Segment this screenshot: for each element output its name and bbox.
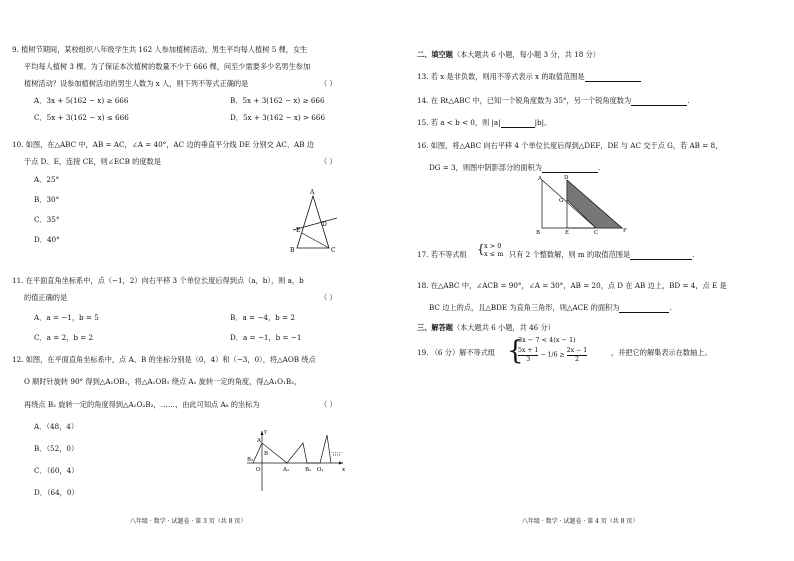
q19-frac-middle: − 1/6 ≥ [540,351,565,359]
q17-system [484,242,503,258]
q16-end: . [597,163,601,172]
q9-option-a: A．3x + 5(162 − x) ≥ 666 [34,96,129,105]
q10-answer-bracket: （ ） [320,157,337,166]
q16-label-b: B [536,230,541,236]
left-page-footer: 八年级 · 数学 · 试题卷 · 第 3 页（共 8 页） [130,518,247,525]
q18-line2-text: BC 边上的点，且△BDE 为直角三角形，则△ACE 的面积为 [429,303,620,312]
q10-option-b: B．30° [34,195,60,204]
q16-label-c: C [594,230,599,236]
q12-option-c: C．（60，4） [34,466,79,475]
q11-line2: 的值正确的是 [24,293,68,302]
q19-brace: { [507,336,524,366]
q15-answer-blank[interactable] [501,119,535,128]
q9-line3: 植树活动？设参加植树活动的男生人数为 x 人，则下列不等式正确的是 [24,79,249,88]
q11-option-b: B．a = −4，b = 2 [230,313,295,322]
q19-frac2-den: 2 [574,356,579,363]
q10-label-d: D [322,221,327,228]
section2-title: 二、填空题 [417,50,453,59]
q16-label-f: F [623,228,627,234]
q13 [417,72,641,82]
q12-label-ellipsis: …… [331,449,342,455]
q9-option-b: B．5x + 3(162 − x) ≥ 666 [230,96,325,105]
q10-line1: 10. 如图，在△ABC 中，AB = AC，∠A = 40°，AC 边的垂直平分线 DE 分别交 AC、AB 边 [12,140,314,149]
section3-note: （本大题共 6 小题，共 46 分） [452,323,555,332]
q12-label-b: B [264,451,269,457]
q11-line1: 11. 在平面直角坐标系中，点（−1，2）向右平移 3 个单位长度后得到点（a，b），则 a，b [12,276,304,285]
q12-option-d: D．（64，0） [34,488,79,497]
q12-label-a: A [257,438,261,444]
q10-label-c: C [331,247,336,254]
q12-label-y: y [264,429,268,435]
q14-end: . [687,96,690,105]
q13-answer-blank[interactable] [585,73,641,82]
section3-heading [417,323,555,333]
q10-option-d: D．40° [34,235,60,244]
q16-line1: 16. 如图，将△ABC 向右平移 4 个单位长度后得到△DEF，DE 与 AC 交于点 G，若 AB = 8， [417,141,723,150]
q18-answer-blank[interactable] [619,303,672,313]
q12-label-x: x [342,467,346,473]
q16-label-a: A [538,176,542,182]
q10-line2: 于点 D、E，连接 CE，则∠ECB 的度数是 [24,157,161,166]
q19-frac1-num: 5x + 1 [518,347,539,354]
q12-option-a: A．（48，4） [34,422,79,431]
q11-option-a: A．a = −1，b = 5 [34,313,99,322]
q13-text: 13. 若 x 是非负数，则用不等式表示 x 的取值范围是 [417,72,585,81]
q17-brace: { [477,242,485,256]
q19-frac1-den: 3 [526,356,531,363]
q15-text: 15. 若 a < b < 0，则 |a| [417,118,501,127]
q17-suffix-wrap [509,250,694,260]
q17-prefix: 17. 若不等式组 [417,250,467,259]
q10-label-b: B [290,247,295,254]
q19-suffix: ，并把它的解集表示在数轴上。 [611,348,712,357]
q17-suffix: 只有 2 个整数解，则 m 的取值范围是 [509,250,631,259]
q14-answer-blank[interactable] [631,96,690,106]
q10-option-c: C．35° [34,215,60,224]
right-page [397,0,794,561]
q19-system-line2 [518,347,587,364]
q9-line1: 9. 植树节期间，某校组织八年级学生共 162 人参加植树活动，男生平均每人植树 5 棵，女生 [12,45,308,54]
q12-answer-bracket: （ ） [320,400,337,409]
q19-system-line1: 3x − 7 < 4(x − 1) [518,336,576,344]
section3-title: 三、解答题 [417,323,453,332]
q9-answer-bracket: （ ） [320,79,337,88]
q11-option-c: C．a = 2，b = 2 [34,333,94,342]
q16-label-e: E [565,230,570,236]
q12-line3: 再绕点 B₂ 旋转一定的角度得到△A₂O₂B₂，……，由此可知点 A₈ 的坐标为 [24,400,260,409]
q9-option-c: C．5x + 3(162 − x) ≤ 666 [34,113,129,122]
q18-line2 [429,303,672,313]
q10-label-e: E [296,227,301,234]
q14-text: 14. 在 Rt△ABC 中，已知一个锐角度数为 35°，另一个锐角度数为 [417,96,632,105]
q16-line2 [429,163,600,173]
q9-option-d: D．5x + 3(162 − x) > 666 [230,113,326,122]
q17-system-line1: x > 0 [484,242,502,250]
q16-label-g: G [559,198,564,204]
q12-line2: O 顺时针旋转 90° 得到△A₁OB₁，将△A₁OB₁ 绕点 A₁ 旋转一定的角度，得△A₁O₁B₂， [24,377,302,386]
q12-label-o1: O₁ [317,467,324,473]
q11-answer-bracket: （ ） [320,293,337,302]
q16-answer-blank[interactable] [542,163,601,173]
q10-option-a: A．25° [34,175,60,184]
section2-heading [417,50,600,60]
q10-triangle-figure [275,188,345,260]
q12-rotation-figure [245,425,350,495]
q19-frac2-num: 2x − 1 [566,347,588,354]
q11-option-d: D．a = −1，b = −1 [230,333,302,342]
section2-note: （本大题共 6 小题，每小题 3 分，共 18 分） [452,50,600,59]
q10-label-a: A [310,189,315,196]
q9-line2: 平均每人植树 3 棵。为了保证本次植树的数量不少于 666 棵，问至少需要多少名男生参加 [24,62,311,71]
q12-label-b1: B₁ [305,467,312,473]
q16-line2-text: DG = 3，则图中阴影部分的面积为 [429,163,542,172]
q18-line1: 18. 在△ABC 中，∠ACB = 90°，∠A = 30°，AB = 20，点 D 在 AB 边上，BD = 4，点 E 是 [417,281,727,290]
q14 [417,96,689,106]
q12-label-a1: A₁ [283,467,290,473]
q18-end: . [669,303,672,312]
q17-system-line2: x ≤ m [484,250,504,258]
q17-answer-blank[interactable] [630,250,695,260]
q12-label-o: O [256,467,261,473]
q12-line1: 12. 如图，在平面直角坐标系中，点 A、B 的坐标分别是（0，4）和（−3，0），将△AOB 绕点 [12,355,316,364]
q16-translation-figure [534,176,634,238]
q12-label-b2: B₂ [247,457,254,463]
q17-end: . [692,250,695,259]
right-page-footer: 八年级 · 数学 · 试题卷 · 第 4 页（共 8 页） [522,518,639,525]
q12-option-b: B．（52，0） [34,444,79,453]
q15 [417,118,551,128]
q16-label-d: D [564,175,569,181]
q19-prefix: 19. （6 分）解不等式组 [417,348,496,357]
q15-mid: |b|。 [534,118,552,127]
